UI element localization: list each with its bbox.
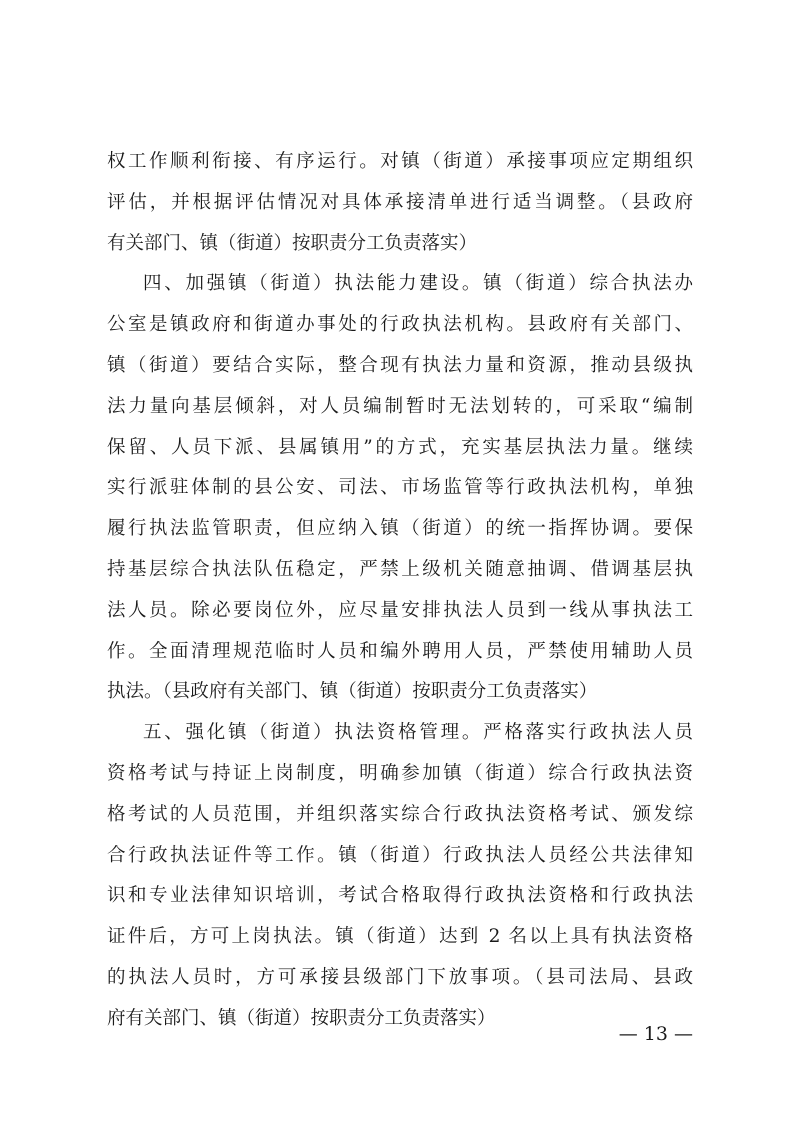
- text-line: 持基层综合执法队伍稳定，严禁上级机关随意抽调、借调基层执: [107, 558, 693, 580]
- paragraph: [107, 264, 693, 713]
- paragraph: [107, 142, 693, 264]
- paragraph: [107, 713, 693, 1039]
- text-line: 格考试的人员范围，并组织落实综合行政执法资格考试、颁发综: [107, 803, 693, 825]
- text-line: 法力量向基层倾斜，对人员编制暂时无法划转的，可采取“编制: [107, 395, 693, 417]
- text-line: 保留、人员下派、县属镇用”的方式，充实基层执法力量。继续: [107, 436, 693, 458]
- text-line: 府有关部门、镇（街道）按职责分工负责落实）: [107, 1007, 496, 1029]
- text-line: 法人员。除必要岗位外，应尽量安排执法人员到一线从事执法工: [107, 599, 693, 621]
- text-line: 资格考试与持证上岗制度，明确参加镇（街道）综合行政执法资: [107, 762, 693, 784]
- text-line: 的执法人员时，方可承接县级部门下放事项。（县司法局、县政: [107, 966, 693, 988]
- text-line: 证件后，方可上岗执法。镇（街道）达到 2 名以上具有执法资格: [107, 926, 693, 948]
- text-line: 权工作顺利衔接、有序运行。对镇（街道）承接事项应定期组织: [107, 151, 693, 172]
- text-line: 有关部门、镇（街道）按职责分工负责落实）: [107, 232, 478, 254]
- text-line: 镇（街道）要结合实际，整合现有执法力量和资源，推动县级执: [107, 354, 693, 376]
- page-number: — 13 —: [618, 1023, 693, 1045]
- text-line: 作。全面清理规范临时人员和编外聘用人员，严禁使用辅助人员: [107, 640, 693, 662]
- text-line: 合行政执法证件等工作。镇（街道）行政执法人员经公共法律知: [107, 844, 693, 866]
- text-line: 识和专业法律知识培训，考试合格取得行政执法资格和行政执法: [107, 885, 693, 907]
- text-line: 公室是镇政府和街道办事处的行政执法机构。县政府有关部门、: [107, 314, 693, 336]
- text-line: 四、加强镇（街道）执法能力建设。镇（街道）综合执法办: [143, 273, 693, 295]
- text-line: 实行派驻体制的县公安、司法、市场监管等行政执法机构，单独: [107, 477, 693, 499]
- text-line: 五、强化镇（街道）执法资格管理。严格落实行政执法人员: [143, 722, 693, 744]
- text-line: 执法。（县政府有关部门、镇（街道）按职责分工负责落实）: [107, 681, 598, 703]
- text-line: 评估，并根据评估情况对具体承接清单进行适当调整。（县政府: [107, 191, 693, 213]
- body-text: [107, 142, 693, 1040]
- text-line: 履行执法监管职责，但应纳入镇（街道）的统一指挥协调。要保: [107, 518, 693, 540]
